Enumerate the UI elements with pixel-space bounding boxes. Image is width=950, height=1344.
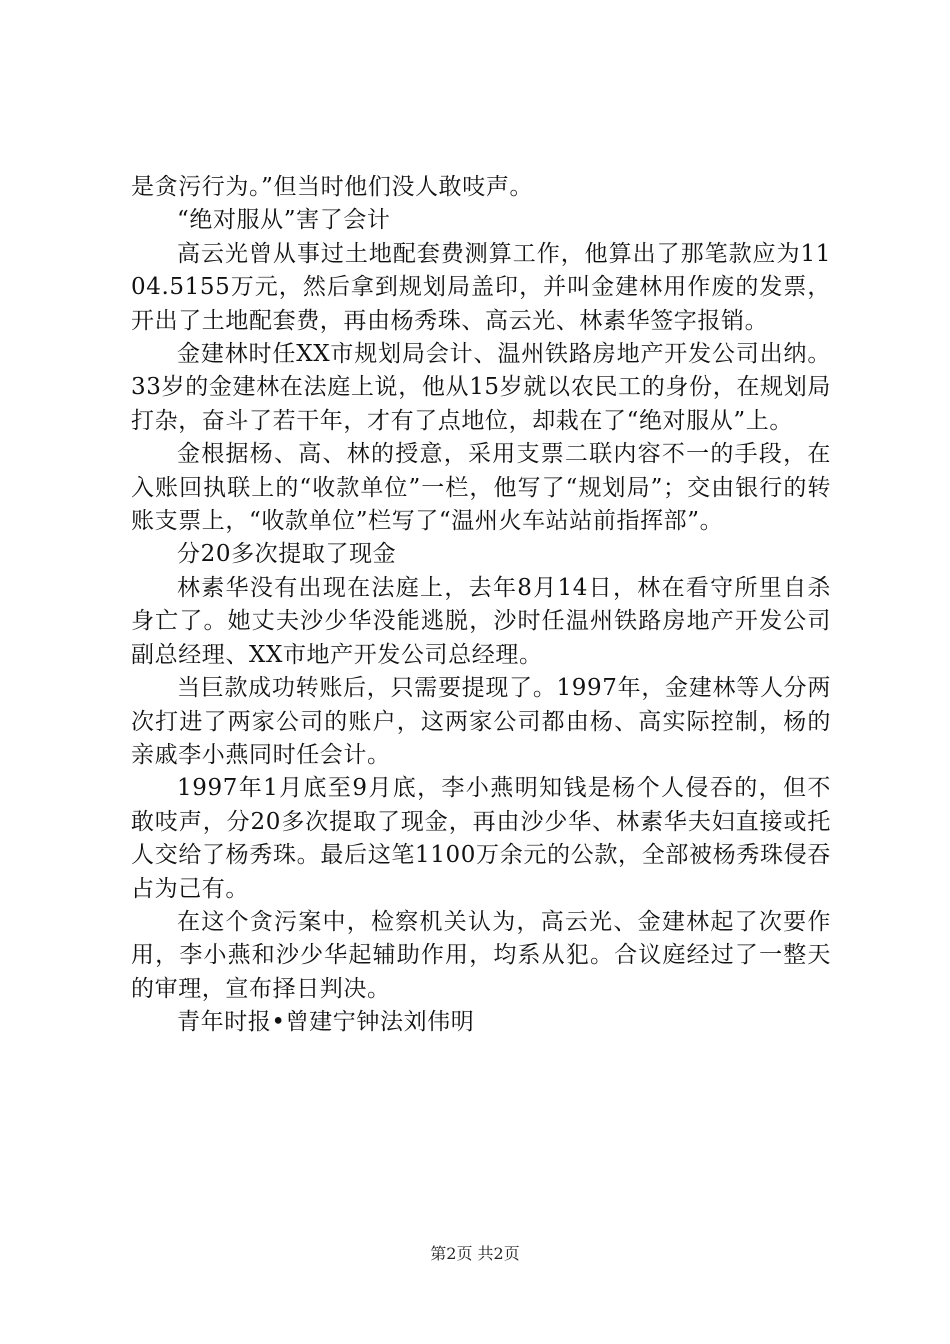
paragraph: 高云光曾从事过土地配套费测算工作，他算出了那笔款应为1104.5155万元，然后拿到规划局盖印，并叫金建林用作废的发票，开出了土地配套费，再由杨秀珠、高云光、林素华签字报销。 [131,240,831,334]
section-heading-cash: 分20多次提取了现金 [177,541,397,568]
paragraph: 当巨款成功转账后，只需要提现了。1997年，金建林等人分两次打进了两家公司的账户，这两家公司都由杨、高实际控制，杨的亲戚李小燕同时任会计。 [131,675,831,768]
article-body [131,171,831,1040]
section-heading-obedience: “绝对服从”害了会计 [177,207,391,234]
paragraph: 林素华没有出现在法庭上，去年8月14日，林在看守所里自杀身亡了。她丈夫沙少华没能逃脱，沙时任温州铁路房地产开发公司副总经理、XX市地产开发公司总经理。 [131,574,831,668]
paragraph: 金建林时任XX市规划局会计、温州铁路房地产开发公司出纳。33岁的金建林在法庭上说，他从15岁就以农民工的身份，在规划局打杂，奋斗了若干年，才有了点地位，却栽在了“绝对服从”上。 [131,341,831,434]
byline: 青年时报•曾建宁钟法刘伟明 [177,1009,475,1036]
paragraph: 金根据杨、高、林的授意，采用支票二联内容不一的手段，在入账回执联上的“收款单位”一栏，他写了“规划局”；交由银行的转账支票上，“收款单位”栏写了“温州火车站站前指挥部”。 [131,441,831,535]
paragraph: 1997年1月底至9月底，李小燕明知钱是杨个人侵吞的，但不敢吱声，分20多次提取了现金，再由沙少华、林素华夫妇直接或托人交给了杨秀珠。最后这笔1100万余元的公款，全部被杨秀珠侵吞占为己有。 [131,775,831,902]
paragraph-continuation: 是贪污行为。”但当时他们没人敢吱声。 [131,174,534,200]
page-number-footer: 第2页 共2页 [430,1244,520,1263]
paragraph: 在这个贪污案中，检察机关认为，高云光、金建林起了次要作用，李小燕和沙少华起辅助作用，均系从犯。合议庭经过了一整天的审理，宣布择日判决。 [131,908,831,1002]
